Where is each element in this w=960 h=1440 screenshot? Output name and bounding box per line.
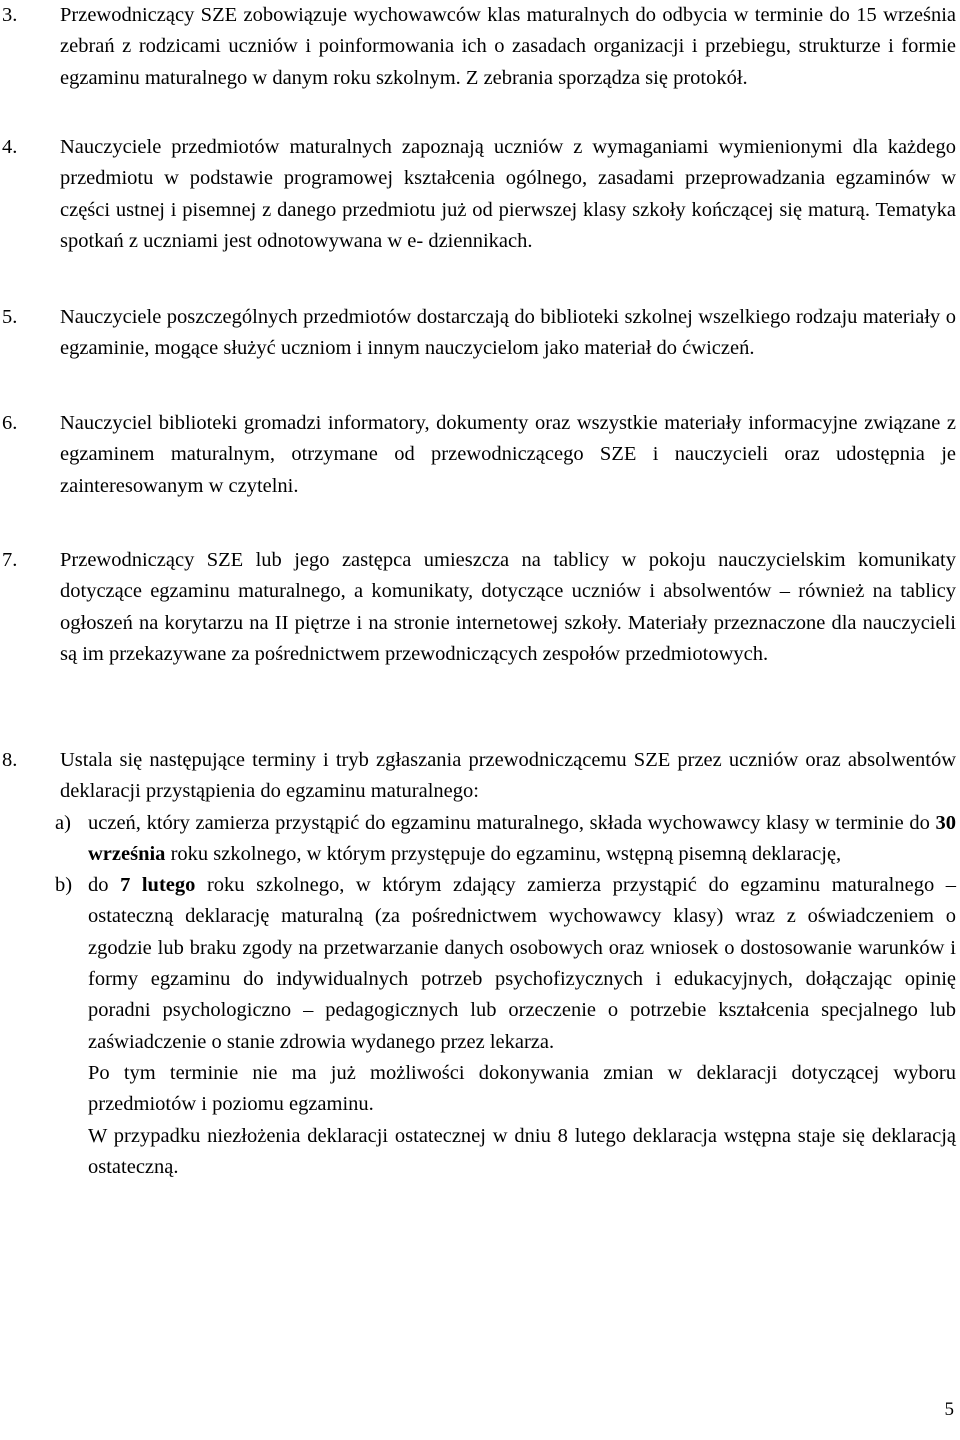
sub-item-label: a)	[55, 811, 71, 834]
list-item-7	[2, 545, 956, 670]
sub-item-a	[2, 808, 956, 871]
sub-item-text-end: roku szkolnego, w którym przystępuje do egzaminu, wstępną pisemną deklarację,	[165, 842, 842, 865]
list-item-5	[2, 302, 956, 365]
item-number: 5.	[2, 306, 18, 328]
deadline-date: 7 lutego	[120, 874, 196, 897]
item-text: Przewodniczący SZE lub jego zastępca umieszcza na tablicy w pokoju nauczycielskim komunikaty dotyczące egzaminu maturalnego, a komunikaty, dotyczące uczniów i absolwentów – również na tablicy ogłoszeń na korytarzu na II piętrze i na stronie internetowej szkoły. Materiały przeznaczone dla nauczycieli są im przekazywane za pośrednictwem przewodniczących zespołów przedmiotowych.	[60, 549, 956, 665]
item-number: 7.	[2, 549, 18, 571]
item-text: Nauczyciel biblioteki gromadzi informatory, dokumenty oraz wszystkie materiały informacyjne związane z egzaminem maturalnym, otrzymane od przewodniczącego SZE i nauczycieli oraz udostępnia je zainteresowanym w czytelni.	[60, 412, 956, 497]
sub-item-label: b)	[55, 874, 73, 897]
list-item-3	[2, 0, 956, 94]
list-item-4	[2, 132, 956, 257]
item-number: 6.	[2, 412, 18, 434]
list-item-6	[2, 408, 956, 502]
sub-item-b	[2, 870, 956, 1058]
sub-item-text	[88, 808, 956, 871]
item-number: 8.	[2, 749, 18, 771]
item-number: 4.	[2, 136, 18, 158]
deadline-date: 30 września	[88, 811, 956, 865]
item-text: Nauczyciele przedmiotów maturalnych zapoznają uczniów z wymaganiami wymienionymi dla każdego przedmiotu w podstawie programowej kształcenia ogólnego, zasadami przeprowadzania egzaminów w części ustnej i pisemnej z danego przedmiotu już od pierwszej klasy szkoły kończącej się maturą. Tematyka spotkań z uczniami jest odnotowywana w e- dziennikach.	[60, 136, 956, 252]
sub-item-text-end: roku szkolnego, w którym zdający zamierza przystąpić do egzaminu maturalnego – ostateczną deklarację maturalną (za pośrednictwem wychowawcy klasy) wraz z oświadczeniem o zgodzie lub braku zgody na przetwarzanie danych osobowych oraz wniosek o dostosowanie warunków i formy egzaminu do indywidualnych potrzeb psychofizycznych i edukacyjnych, dołączając opinię poradni psychologiczno – pedagogicznych lub orzeczenie o potrzebie kształcenia specjalnego lub zaświadczenie o stanie zdrowia wydanego przez lekarza.	[88, 874, 956, 1053]
sub-item-text-start: uczeń, który zamierza przystąpić do egzaminu maturalnego, składa wychowawcy klasy w terminie do	[88, 811, 936, 834]
sub-item-text-start: do	[88, 874, 121, 897]
item-8-intro	[2, 745, 956, 808]
item-text: Nauczyciele poszczególnych przedmiotów dostarczają do biblioteki szkolnej wszelkiego rodzaju materiały o egzaminie, mogące służyć uczniom i innym nauczycielom jako materiał do ćwiczeń.	[60, 306, 956, 360]
item-text: Przewodniczący SZE zobowiązuje wychowawców klas maturalnych do odbycia w terminie do 15 września zebrań z rodzicami uczniów i poinformowania ich o zasadach organizacji i przebiegu, strukturze i formie egzaminu maturalnego w danym roku szkolnym. Z zebrania sporządza się protokół.	[60, 4, 956, 89]
item-text: Ustala się następujące terminy i tryb zgłaszania przewodniczącemu SZE przez uczniów oraz absolwentów deklaracji przystąpienia do egzaminu maturalnego:	[60, 749, 956, 803]
note-paragraph: W przypadku niezłożenia deklaracji ostatecznej w dniu 8 lutego deklaracja wstępna staje się deklaracją ostateczną.	[88, 1124, 956, 1178]
sub-item-text	[88, 870, 956, 1058]
note-paragraph: Po tym terminie nie ma już możliwości dokonywania zmian w deklaracji dotyczącej wyboru przedmiotów i poziomu egzaminu.	[88, 1061, 956, 1116]
item-number: 3.	[2, 4, 18, 26]
list-item-8	[2, 745, 958, 1183]
page-number: 5	[944, 1399, 954, 1420]
